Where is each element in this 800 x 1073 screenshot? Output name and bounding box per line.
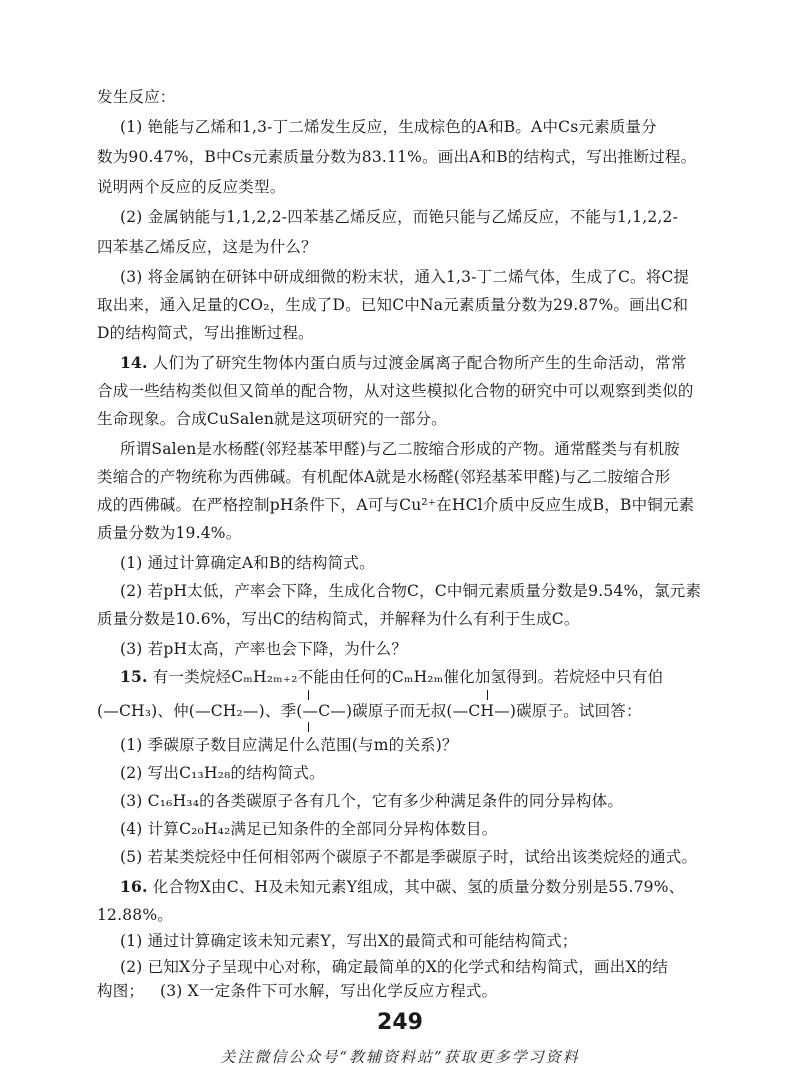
- text-line: 质量分数为19.4%。: [97, 524, 242, 542]
- text-line: 四苯基乙烯反应，这是为什么？: [97, 238, 317, 256]
- text-line: (4) 计算C₂₀H₄₂满足已知条件的全部同分异构体数目。: [120, 820, 498, 838]
- question-14: [120, 352, 687, 374]
- text-line: (1) 季碳原子数目应满足什么范围(与m的关系)？: [120, 736, 458, 754]
- text-line: (2) 金属钠能与1,1,2,2-四苯基乙烯反应，而铯只能与乙烯反应，不能与1,1,2,2-: [120, 208, 679, 226]
- text-line: 构图；: [97, 982, 145, 1000]
- page-number: 249: [377, 1010, 423, 1035]
- text-line: 发生反应：: [97, 88, 176, 106]
- text-line: 数为90.47%，B中Cs元素质量分数为83.11%。画出A和B的结构式，写出推断过程。: [97, 148, 697, 166]
- text-line: (5) 若某类烷烃中任何相邻两个碳原子不都是季碳原子时，试给出该类烷烃的通式。: [120, 848, 698, 866]
- text-line: 人们为了研究生物体内蛋白质与过渡金属离子配合物所产生的生命活动，常常: [152, 354, 687, 372]
- question-number: 16.: [120, 877, 148, 896]
- text-line: (1) 铯能与乙烯和1,3-丁二烯发生反应，生成棕色的A和B。A中Cs元素质量分: [120, 118, 657, 136]
- question-16: [120, 876, 684, 898]
- bond-line: [308, 722, 309, 732]
- text-line: 质量分数是10.6%，写出C的结构简式，并解释为什么有利于生成C。: [97, 610, 580, 628]
- bond-line: [308, 690, 309, 700]
- text-line: 有一类烷烃CₘH₂ₘ₊₂不能由任何的CₘH₂ₘ催化加氢得到。若烷烃中只有伯: [152, 668, 664, 686]
- text-line: (1) 通过计算确定该未知元素Y，写出X的最简式和可能结构简式；: [120, 932, 578, 950]
- text-line: 成的西佛碱。在严格控制pH条件下，A可与Cu²⁺在HCl介质中反应生成B，B中铜元素: [97, 496, 695, 514]
- text-line: (3) C₁₆H₃₄的各类碳原子各有几个，它有多少种满足条件的同分异构体。: [120, 792, 624, 810]
- question-15: [120, 666, 663, 688]
- text-line: D的结构简式，写出推断过程。: [97, 324, 314, 342]
- text-line: 化合物X由C、H及未知元素Y组成，其中碳、氢的质量分数分别是55.79%、: [152, 878, 685, 896]
- text-line: 类缩合的产物统称为西佛碱。有机配体A就是水杨醛(邻羟基苯甲醛)与乙二胺缩合形: [97, 468, 671, 486]
- text-line: 说明两个反应的反应类型。: [97, 178, 286, 196]
- question-number: 14.: [120, 353, 148, 372]
- footer-watermark: 关注微信公众号“教辅资料站”获取更多学习资料: [220, 1048, 580, 1066]
- text-line: (3) X一定条件下可水解，写出化学反应方程式。: [160, 982, 498, 1000]
- text-line: 合成一些结构类似但又简单的配合物，从对这些模拟化合物的研究中可以观察到类似的: [97, 382, 694, 400]
- text-line: (2) 写出C₁₃H₂₈的结构简式。: [120, 764, 325, 782]
- text-line: (3) 若pH太高，产率也会下降，为什么？: [120, 640, 408, 658]
- text-line: (2) 若pH太低，产率会下降，生成化合物C，C中铜元素质量分数是9.54%，氯元素: [120, 582, 702, 600]
- text-line: (3) 将金属钠在研钵中研成细微的粉末状，通入1,3-丁二烯气体，生成了C。将C提: [120, 268, 690, 286]
- question-number: 15.: [120, 667, 148, 686]
- text-line: 生命现象。合成CuSalen就是这项研究的一部分。: [97, 410, 447, 428]
- bond-line: [487, 690, 488, 700]
- text-line: (2) 已知X分子呈现中心对称，确定最简单的X的化学式和结构简式，画出X的结: [120, 958, 669, 976]
- text-line: 12.88%。: [97, 906, 174, 924]
- text-line: 取出来，通入足量的CO₂，生成了D。已知C中Na元素质量分数为29.87%。画出C和: [97, 296, 689, 314]
- text-line: 所谓Salen是水杨醛(邻羟基苯甲醛)与乙二胺缩合形成的产物。通常醛类与有机胺: [120, 440, 680, 458]
- text-line: (1) 通过计算确定A和B的结构简式。: [120, 554, 375, 572]
- text-line: (—CH₃)、仲(—CH₂—)、季(—C—)碳原子而无叔(—CH—)碳原子。试回答：: [97, 702, 642, 720]
